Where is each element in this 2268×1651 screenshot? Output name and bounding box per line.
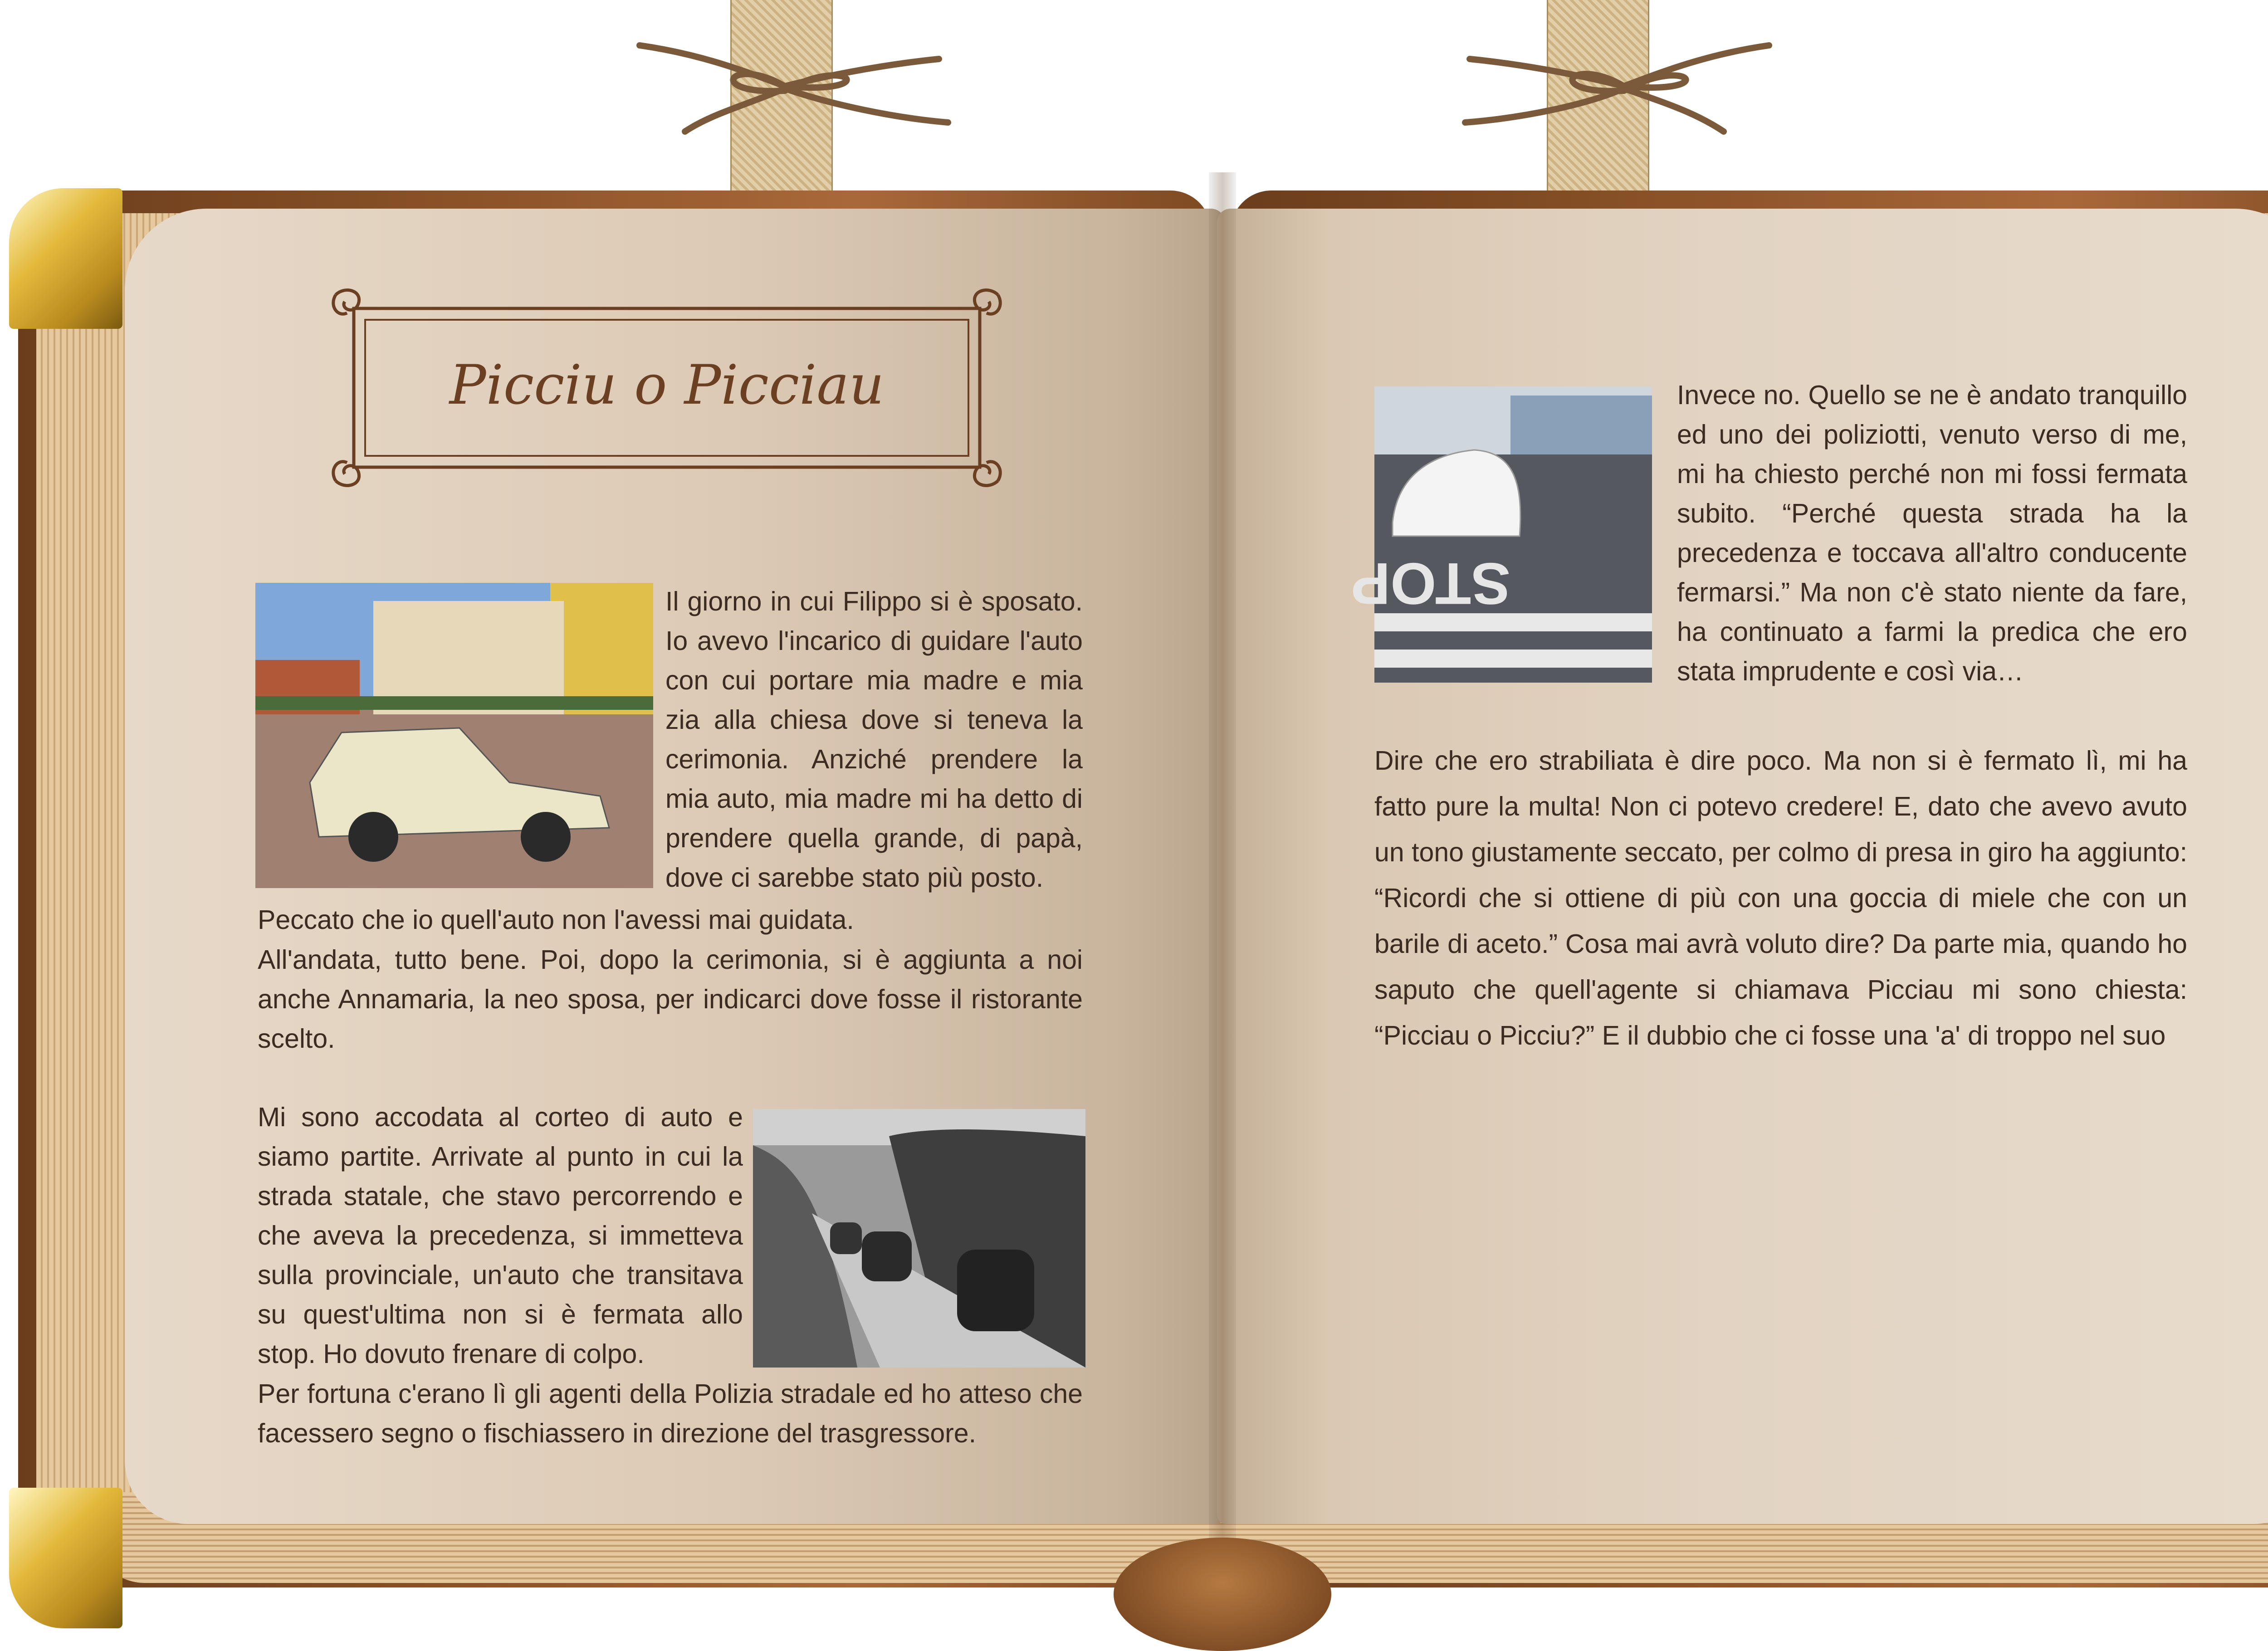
right-paragraph-1: Invece no. Quello se ne è andato tranquillo ed uno dei poliziotti, venuto verso di me, mi ha chiesto perché non mi fossi fermata subito. “Perché questa strada ha la precedenza e toccava all'altro conducente fermarsi.” Ma non c'è stato niente da fare, ha continuato a farmi la predica che ero stata imprudente e così via… [1677, 380, 2187, 686]
left-paragraph-3: Mi sono accodata al corteo di auto e siamo partite. Arrivate al punto in cui la strada statale, che stavo percorrendo e che aveva la precedenza, si immetteva sulla provinciale, un'auto che transitava su quest'ultima non si è fermata allo stop. Ho dovuto frenare di colpo. [258, 1102, 743, 1369]
left-paragraph-1-tail: Peccato che io quell'auto non l'avessi mai guidata. [258, 905, 854, 935]
left-paragraph-2: All'andata, tutto bene. Poi, dopo la cerimonia, si è aggiunta a noi anche Annamaria, la neo sposa, per indicarci dove fosse il ristorante scelto. [258, 945, 1083, 1054]
right-paragraph-2: Dire che ero strabiliata è dire poco. Ma non si è fermato lì, mi ha fatto pure la multa! Non ci potevo credere! E, dato che avevo avuto un tono giustamente seccato, per colmo di presa in giro ha aggiunto: “Ricordi che si ottiene di più con una goccia di miele che con un barile di aceto.” Cosa mai avrà voluto dire? Da parte mia, quando ho saputo che quell'agente si chiamava Picciau mi sono chiesta: “Picciau o Picciu?” E il dubbio che ci fosse una 'a' di troppo nel suo [1374, 746, 2187, 1050]
vintage-car-photo [255, 583, 653, 888]
twine-bow-left-icon [612, 27, 957, 136]
page-title: Picciu o Picciau [449, 354, 885, 417]
left-paragraph-1: Il giorno in cui Filippo si è sposato. Io avevo l'incarico di guidare l'auto con cui portare mia madre e mia zia alla chiesa dove si teneva la cerimonia. Anziché prendere la mia auto, mia madre mi ha detto di prendere quella grande, di papà, dove ci sarebbe stato più posto. [665, 586, 1083, 893]
gold-corner-bottom-left [9, 1488, 122, 1628]
stop-marking: STOP [1351, 551, 1510, 617]
book-gutter [1209, 172, 1236, 1578]
gold-corner-top-left [9, 188, 122, 329]
spine-cap [1114, 1538, 1331, 1651]
stop-road-photo [1351, 386, 1652, 683]
car-convoy-photo [753, 1109, 1085, 1368]
left-paragraph-3-tail: Per fortuna c'erano lì gli agenti della Polizia stradale ed ho atteso che facessero segno o fischiassero in direzione del trasgressore. [258, 1379, 1083, 1448]
twine-bow-right-icon [1452, 27, 1796, 136]
